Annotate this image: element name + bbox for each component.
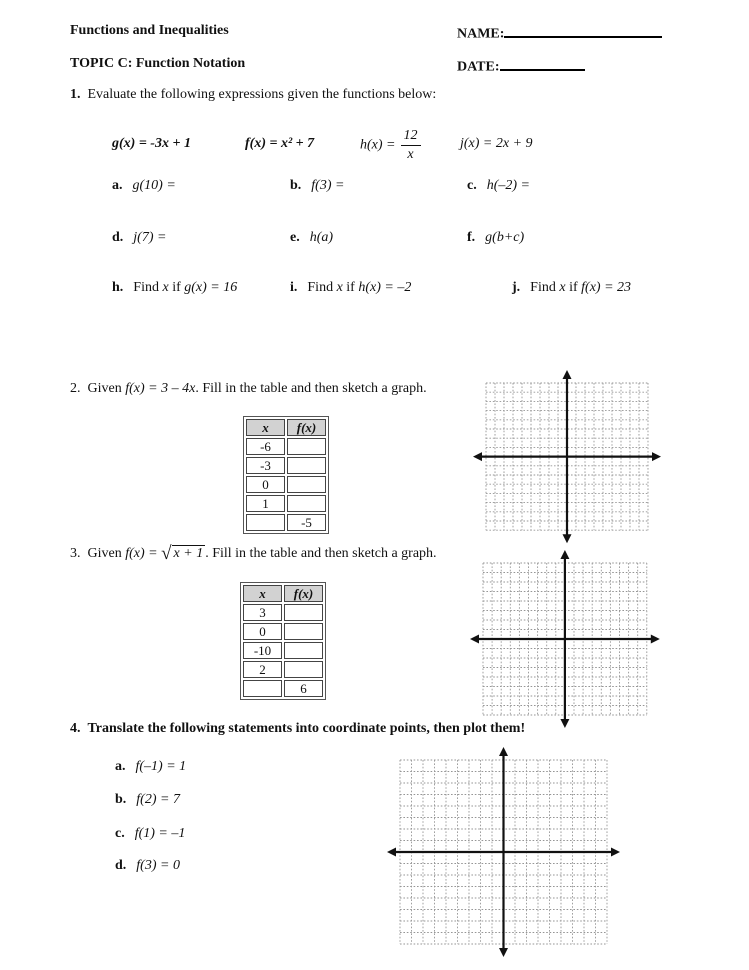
table-cell: -3: [246, 457, 285, 474]
table-cell: 1: [246, 495, 285, 512]
item-expr: f(3) = 0: [136, 858, 180, 873]
q1-item-e: [290, 230, 333, 246]
item-expr: f(2) = 7: [136, 792, 180, 807]
find-variable: x: [336, 280, 343, 295]
table-cell: [287, 476, 326, 493]
q1-item-a: [112, 178, 176, 194]
item-expr: f(3) =: [311, 178, 345, 193]
table-cell: 0: [243, 623, 282, 640]
item-expr: f(1) = –1: [134, 826, 186, 841]
table-cell: [246, 514, 285, 531]
function-def-j: j(x) = 2x + 9: [460, 136, 533, 151]
q2-statement: [70, 381, 427, 397]
item-expr: g(x) = 16: [184, 280, 238, 295]
item-label: b.: [115, 792, 127, 807]
q1-item-b: [290, 178, 344, 194]
table-cell: [284, 604, 323, 621]
function-def-h: [360, 128, 421, 163]
item-label: d.: [112, 230, 124, 245]
table-cell: 0: [246, 476, 285, 493]
q1-item-d: [112, 230, 166, 246]
table-row: [246, 495, 326, 512]
function-def-h-fraction: [401, 128, 421, 163]
q2-prompt: . Fill in the table and then sketch a graph.: [195, 381, 427, 396]
fraction-numerator: 12: [403, 128, 418, 143]
table-cell: [284, 661, 323, 678]
table-cell: 2: [243, 661, 282, 678]
item-label: a.: [112, 178, 123, 193]
table-row: [243, 604, 323, 621]
q4-item-c: [115, 826, 185, 842]
find-word: Find: [307, 280, 334, 295]
q2-table: [243, 416, 329, 534]
item-expr: f(–1) = 1: [135, 759, 187, 774]
item-label: i.: [290, 280, 298, 295]
table-header-cell: x: [243, 585, 282, 602]
table-header-row: [246, 419, 326, 436]
q3-given-word: Given: [87, 546, 122, 561]
function-def-f: f(x) = x² + 7: [245, 136, 315, 151]
find-word: Find: [133, 280, 159, 295]
table-cell: [284, 642, 323, 659]
q1-item-h: [112, 280, 237, 296]
q1-number: 1.: [70, 87, 81, 102]
q3-table: [240, 582, 326, 700]
q1-item-c: [467, 178, 530, 194]
find-word: if: [569, 280, 578, 295]
table-cell: 3: [243, 604, 282, 621]
fraction-denominator: x: [401, 145, 421, 163]
find-variable: x: [162, 280, 169, 295]
item-label: e.: [290, 230, 300, 245]
radicand: x + 1: [173, 546, 204, 561]
name-blank-line: [504, 23, 662, 38]
find-word: if: [172, 280, 181, 295]
q3-graph: [469, 549, 661, 729]
item-label: c.: [467, 178, 477, 193]
table-cell: [243, 680, 282, 697]
q4-statement: [70, 721, 525, 737]
item-label: b.: [290, 178, 302, 193]
table-row: [243, 623, 323, 640]
item-label: a.: [115, 759, 126, 774]
item-expr: h(a): [309, 230, 334, 245]
table-row: [246, 514, 326, 531]
table-cell: 6: [284, 680, 323, 697]
table-cell: -6: [246, 438, 285, 455]
table-row: [246, 476, 326, 493]
q4-item-b: [115, 792, 180, 808]
table-row: [246, 457, 326, 474]
item-expr: h(x) = –2: [358, 280, 412, 295]
table-cell: -5: [287, 514, 326, 531]
q1-item-f: [467, 230, 524, 246]
square-root: [161, 544, 205, 563]
q3-statement: [70, 544, 437, 563]
q2-function: f(x) = 3 – 4x: [125, 381, 196, 396]
name-field: [457, 23, 662, 43]
q4-item-d: [115, 858, 180, 874]
item-expr: g(10) =: [132, 178, 176, 193]
item-label: f.: [467, 230, 476, 245]
function-def-g: g(x) = -3x + 1: [112, 136, 191, 151]
table-header-cell: f(x): [287, 419, 326, 436]
table-cell: -10: [243, 642, 282, 659]
q2-given-word: Given: [87, 381, 122, 396]
item-expr: h(–2) =: [486, 178, 530, 193]
item-expr: g(b+c): [485, 230, 525, 245]
q3-number: 3.: [70, 546, 81, 561]
table-row: [246, 438, 326, 455]
item-label: c.: [115, 826, 125, 841]
function-def-h-lhs: h(x) =: [360, 137, 396, 153]
date-blank-line: [500, 56, 585, 71]
q4-prompt: Translate the following statements into coordinate points, then plot them!: [87, 721, 526, 736]
q3-function-lhs: f(x) =: [125, 546, 158, 561]
item-label: h.: [112, 280, 124, 295]
table-cell: [287, 457, 326, 474]
table-header-row: [243, 585, 323, 602]
table-row: [243, 680, 323, 697]
q1-item-j: [512, 280, 631, 296]
table-cell: [284, 623, 323, 640]
table-row: [243, 661, 323, 678]
q1-prompt: Evaluate the following expressions given the functions below:: [87, 87, 437, 102]
name-label: NAME:: [457, 26, 505, 42]
table-row: [243, 642, 323, 659]
item-expr: j(7) =: [133, 230, 167, 245]
item-expr: f(x) = 23: [581, 280, 632, 295]
q1-statement: [70, 87, 436, 103]
q4-item-a: [115, 759, 186, 775]
find-variable: x: [559, 280, 566, 295]
q2-graph: [472, 369, 662, 544]
date-label: DATE:: [457, 59, 500, 75]
worksheet-title: Functions and Inequalities: [70, 23, 229, 38]
item-label: d.: [115, 858, 127, 873]
table-cell: [287, 495, 326, 512]
q4-graph: [386, 746, 621, 958]
table-header-cell: f(x): [284, 585, 323, 602]
table-cell: [287, 438, 326, 455]
find-word: Find: [530, 280, 556, 295]
find-word: if: [346, 280, 355, 295]
item-label: j.: [512, 280, 521, 295]
q3-prompt: . Fill in the table and then sketch a graph.: [205, 546, 437, 561]
topic-title: TOPIC C: Function Notation: [70, 56, 246, 71]
table-header-cell: x: [246, 419, 285, 436]
date-field: [457, 56, 585, 76]
q2-number: 2.: [70, 381, 81, 396]
q4-number: 4.: [70, 721, 81, 736]
q1-item-i: [290, 280, 411, 296]
radical-symbol: √: [161, 543, 172, 564]
